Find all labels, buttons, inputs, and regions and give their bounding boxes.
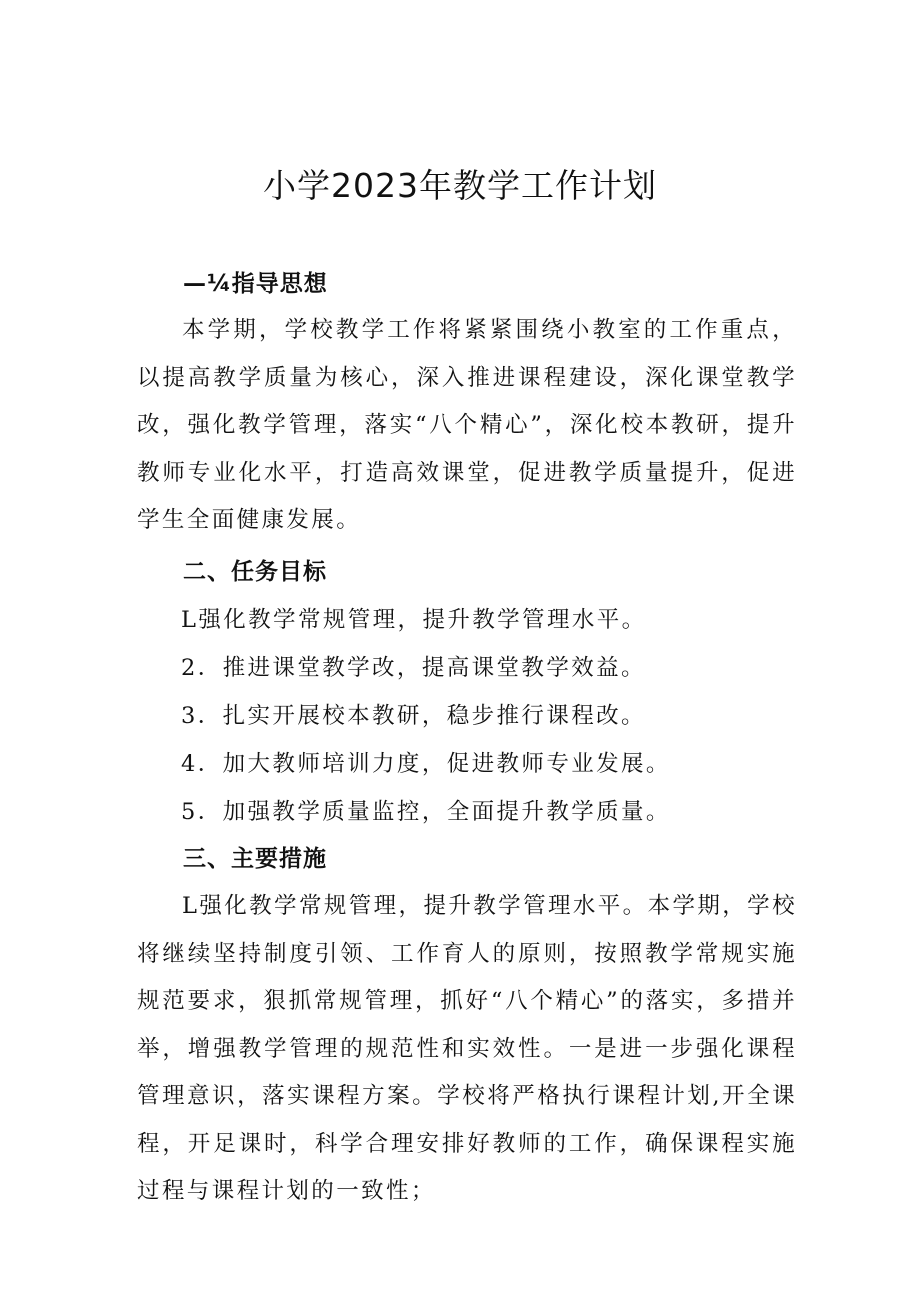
guiding-ideology-paragraph: 本学期，学校教学工作将紧紧围绕小教室的工作重点，以提高教学质量为核心，深入推进课程建设，深化课堂教学改，强化教学管理，落实“八个精心”，深化校本教研，提升教师专业化水平，打造高效课堂，促进教学质量提升，促进学生全面健康发展。: [137, 317, 797, 533]
section-heading-task-goals: 二、任务目标: [183, 559, 327, 585]
main-measures-paragraph: L强化教学常规管理，提升教学管理水平。本学期，学校将继续坚持制度引领、工作育人的原则，按照教学常规实施规范要求，狠抓常规管理，抓好“八个精心”的落实，多措并举，增强教学管理的规范性和实效性。一是进一步强化课程管理意识，落实课程方案。学校将严格执行课程计划,开全课程，开足课时，科学合理安排好教师的工作，确保课程实施过程与课程计划的一致性；: [137, 893, 797, 1204]
task-goal-item: 2．推进课堂教学改，提高课堂教学效益。: [181, 655, 646, 681]
section-heading-guiding-ideology: —¼指导思想: [183, 271, 328, 297]
document-title: 小学2023年教学工作计划: [263, 166, 657, 205]
task-goal-item: 4．加大教师培训力度，促进教师专业发展。: [181, 751, 671, 777]
section-heading-main-measures: 三、主要措施: [183, 846, 327, 872]
task-goal-item: L强化教学常规管理，提升教学管理水平。: [181, 607, 647, 633]
task-goal-item: 5．加强教学质量监控，全面提升教学质量。: [181, 799, 671, 825]
task-goal-item: 3．扎实开展校本教研，稳步推行课程改。: [181, 703, 646, 729]
